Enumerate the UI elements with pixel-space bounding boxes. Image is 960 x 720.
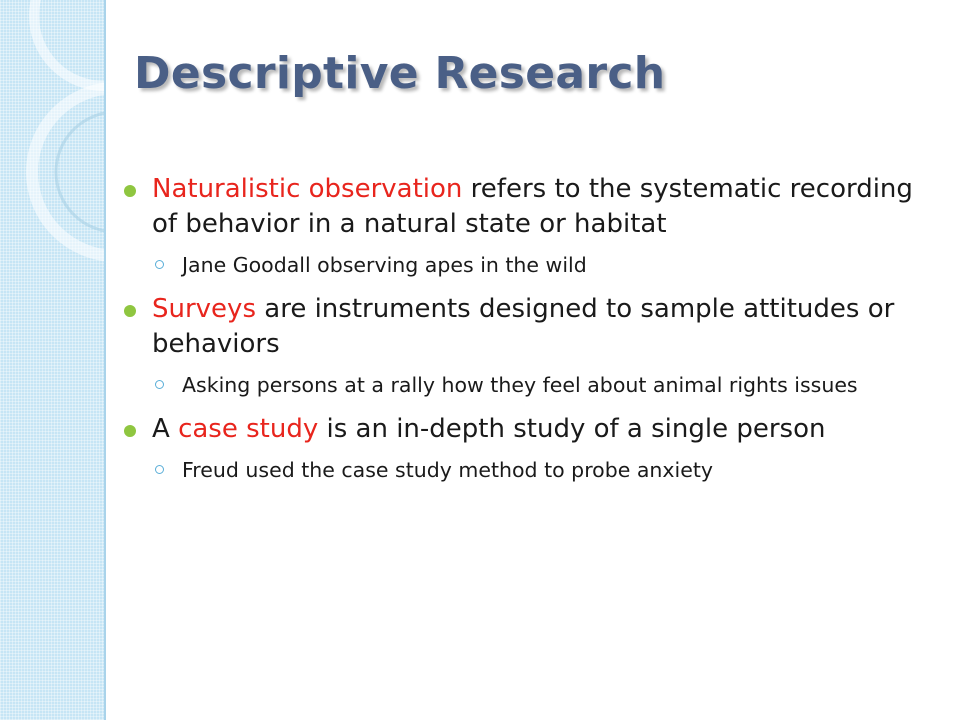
sub-bullet-text: Asking persons at a rally how they feel about animal rights issues: [182, 373, 858, 397]
bullet-text: are instruments designed to sample attitudes or behaviors: [152, 294, 895, 359]
decorative-sidebar: [0, 0, 106, 720]
bullet-surveys: [122, 292, 942, 362]
sub-bullet-freud: [122, 457, 942, 484]
sub-bullet-ring-icon: [155, 260, 164, 269]
sub-bullet-ring-icon: [155, 465, 164, 474]
key-term: case study: [178, 414, 319, 444]
bullet-text: refers to the systematic recording of behavior in a natural state or habitat: [152, 174, 913, 239]
bullet-naturalistic-observation: [122, 172, 942, 242]
sub-bullet-ring-icon: [155, 380, 164, 389]
key-term: Naturalistic observation: [152, 174, 463, 204]
sub-bullet-goodall: [122, 252, 942, 279]
bullet-text: is an in-depth study of a single person: [318, 414, 826, 444]
slide-title: Descriptive Research: [134, 48, 666, 99]
bullet-dot-icon: [124, 305, 136, 317]
sub-bullet-text: Freud used the case study method to probe anxiety: [182, 458, 714, 482]
bullet-case-study: [122, 412, 942, 447]
slide-content: [122, 172, 942, 484]
bullet-dot-icon: [124, 185, 136, 197]
key-term: Surveys: [152, 294, 256, 324]
bullet-dot-icon: [124, 425, 136, 437]
bullet-pre: A: [152, 414, 179, 444]
sub-bullet-text: Jane Goodall observing apes in the wild: [182, 253, 587, 277]
sub-bullet-rally: [122, 372, 942, 399]
decorative-circles: [0, 0, 106, 720]
